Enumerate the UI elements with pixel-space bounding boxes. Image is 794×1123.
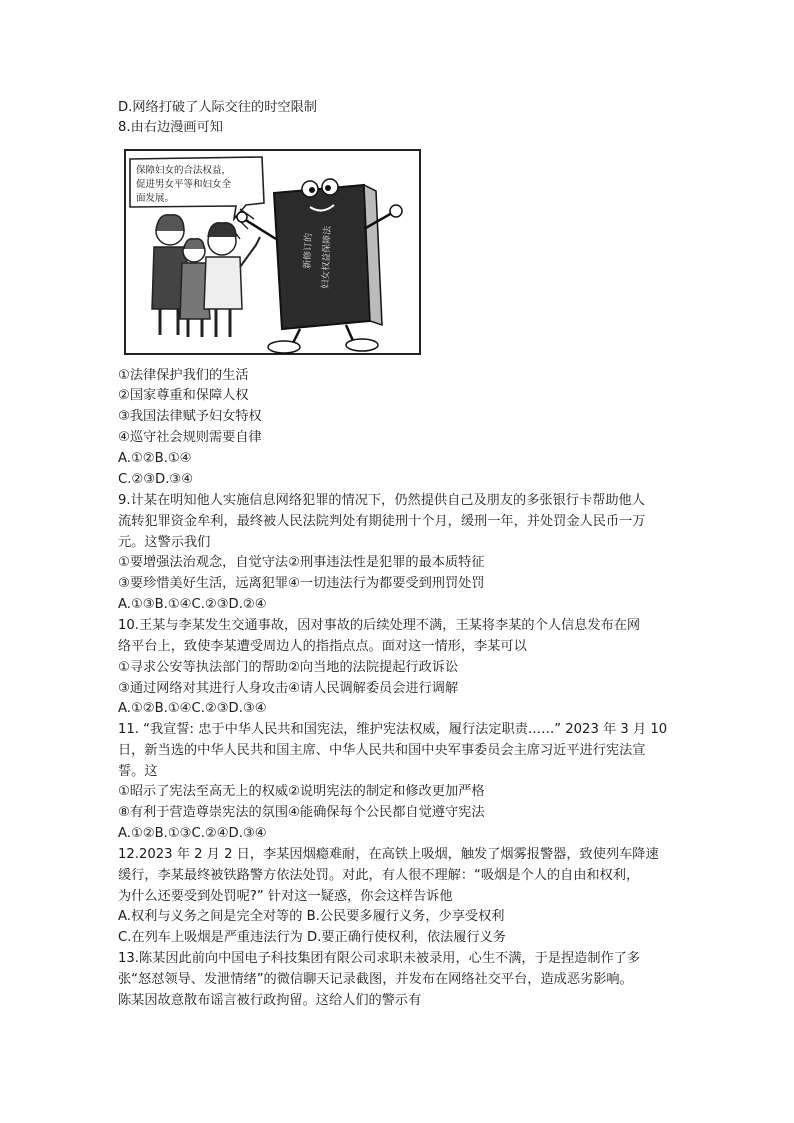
q8-choices-1: A.①②B.①④	[118, 451, 192, 466]
q10-choices: A.①②B.①④C.②③D.③④	[118, 701, 267, 716]
q12-stem-2: 缓行，李某最终被铁路警方依法处罚。对此，有人很不理解：“吸烟是个人的自由和权利，	[118, 868, 640, 883]
q10-items-1: ①寻求公安等执法部门的帮助②向当地的法院提起行政诉讼	[118, 660, 459, 675]
speech-line-3: 面发展。	[136, 193, 175, 204]
q10-items-2: ③通过网络对其进行人身攻击④请人民调解委员会进行调解	[118, 681, 459, 696]
q12-choices-1: A.权利与义务之间是完全对等的 B.公民要多履行义务，少享受权利	[118, 909, 505, 924]
q12-stem-1: 12.2023 年 2 月 2 日，李某因烟瘾难耐，在高铁上吸烟，触发了烟雾报警器，致使列车降速	[118, 847, 659, 862]
q12-stem-3: 为什么还要受到处罚呢?” 针对这一疑惑，你会这样告诉他	[118, 889, 453, 904]
q9-choices: A.①③B.①④C.②③D.②④	[118, 597, 267, 612]
q13-stem-2: 张“怒怼领导、发泄情绪”的微信聊天记录截图，并发布在网络社交平台，造成恶劣影响。	[118, 972, 633, 987]
q11-choices: A.①②B.①③C.②④D.③④	[118, 826, 267, 841]
q7-option-d: D.网络打破了人际交往的时空限制	[118, 100, 317, 115]
q8-item-1: ①法律保护我们的生活	[118, 368, 249, 383]
speech-line-1: 保障妇女的合法权益，	[136, 165, 232, 176]
q11-items-2: ⑧有利于营造尊崇宪法的氛围④能确保每个公民都自觉遵守宪法	[118, 805, 485, 820]
q8-item-3: ③我国法律赋予妇女特权	[118, 409, 262, 424]
q13-stem-1: 13.陈某因此前向中国电子科技集团有限公司求职未被录用，心生不满，于是捏造制作了多	[118, 951, 641, 966]
q8-cartoon	[124, 149, 421, 355]
q9-stem-2: 流转犯罪资金牟利，最终被人民法院判处有期徒刑十个月，缓刑一年，并处罚金人民币一万	[118, 514, 646, 529]
q10-stem-2: 络平台上，致使李某遭受周边人的指指点点。面对这一情形，李某可以	[118, 639, 527, 654]
q9-items-2: ③要珍惜美好生活，远离犯罪④一切违法行为都要受到刑罚处罚	[118, 576, 485, 591]
q12-choices-2: C.在列车上吸烟是严重违法行为 D.要正确行使权利，依法履行义务	[118, 930, 506, 945]
q8-choices-2: C.②③D.③④	[118, 472, 194, 487]
book-title-line-1: 新修订的	[303, 232, 315, 270]
q11-items-1: ①昭示了宪法至高无上的权威②说明宪法的制定和修改更加严格	[118, 784, 485, 799]
q11-stem-2: 日，新当选的中华人民共和国主席、中华人民共和国中央军事委员会主席习近平进行宪法宣	[118, 743, 646, 758]
book-title-line-2: 妇女权益保障法	[321, 225, 334, 290]
q13-stem-3: 陈某因故意散布谣言被行政拘留。这给人们的警示有	[118, 993, 422, 1008]
q8-item-2: ②国家尊重和保障人权	[118, 388, 249, 403]
q11-stem-1: 11. “我宣誓: 忠于中华人民共和国宪法，维护宪法权威，履行法定职责……” 2023 年 3 月 10	[118, 722, 668, 737]
q9-stem-3: 元。这警示我们	[118, 535, 211, 550]
q11-stem-3: 誓。这	[118, 764, 158, 779]
q9-stem-1: 9.计某在明知他人实施信息网络犯罪的情况下，仍然提供自己及朋友的多张银行卡帮助他人	[118, 493, 645, 508]
q9-items-1: ①要增强法治观念，自觉守法②刑事违法性是犯罪的最本质特征	[118, 555, 485, 570]
speech-line-2: 促进男女平等和妇女全	[136, 179, 232, 190]
q8-stem: 8.由右边漫画可知	[118, 120, 223, 135]
q8-item-4: ④巡守社会规则需要自律	[118, 430, 262, 445]
q10-stem-1: 10.王某与李某发生交通事故，因对事故的后续处理不满，王某将李某的个人信息发布在网	[118, 618, 641, 633]
